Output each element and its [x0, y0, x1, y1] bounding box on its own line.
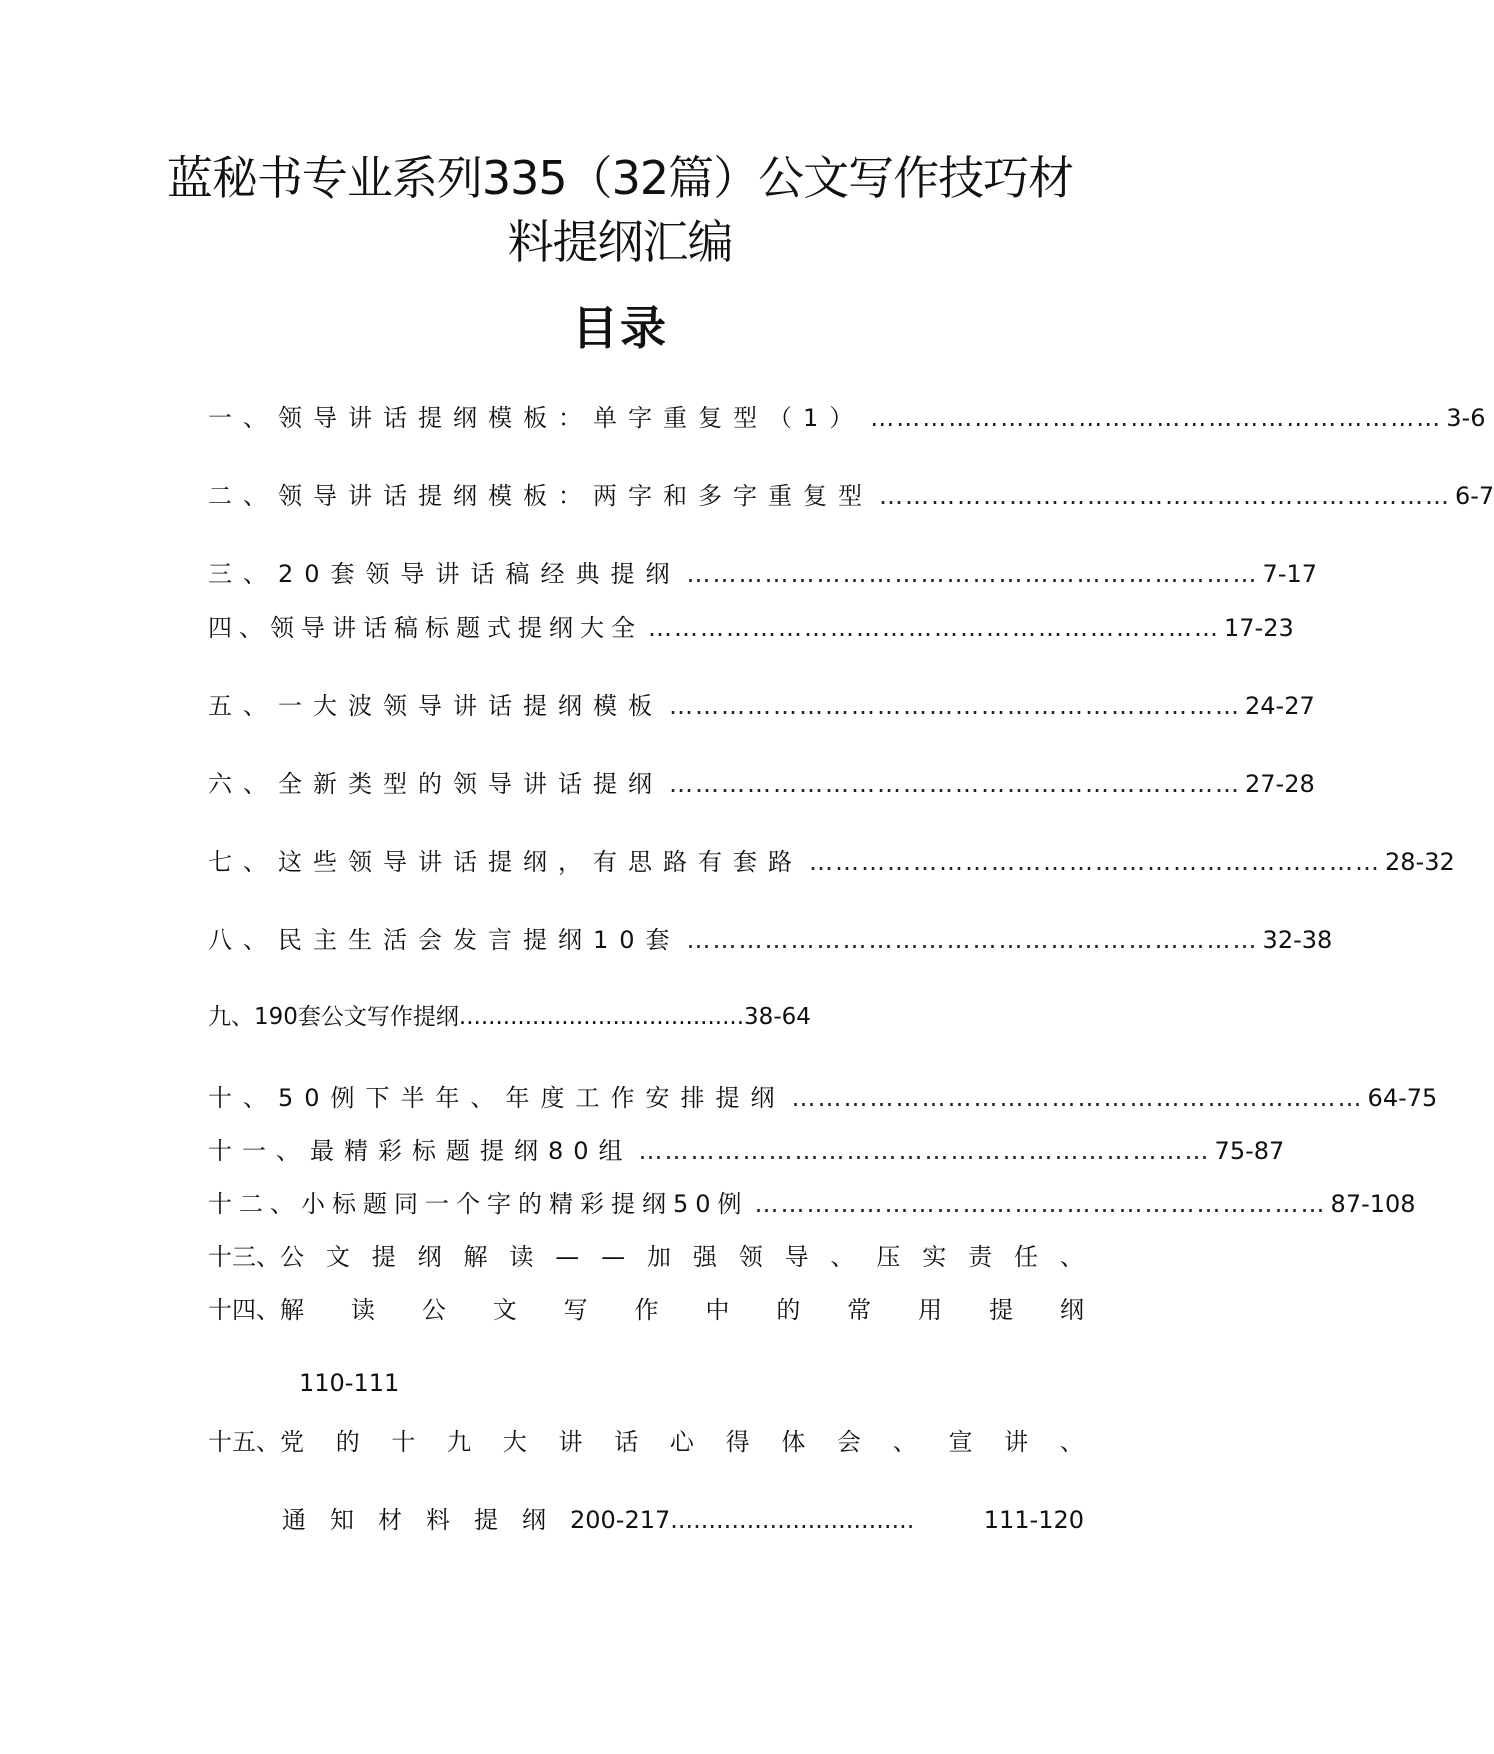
toc-entry-title: 九、190套公文写作提纲: [208, 1004, 459, 1030]
toc-entry[interactable]: [208, 1078, 1438, 1112]
toc-entry-char: 、: [1059, 1428, 1084, 1456]
toc-entry-char: 公: [421, 1296, 446, 1324]
toc-entry-title: 八、民主生活会发言提纲10套: [208, 926, 681, 954]
toc-entry-pages: 6-7: [1455, 482, 1494, 510]
toc-entry-wrapped[interactable]: [208, 1290, 1084, 1324]
toc-entry-char: 读: [350, 1296, 375, 1324]
toc-entry-char: 压: [876, 1243, 901, 1271]
toc-entry[interactable]: [208, 764, 1315, 798]
toc-entry-char: 的: [776, 1296, 801, 1324]
toc-entry[interactable]: [208, 920, 1333, 954]
toc-entry-char: 实: [922, 1243, 947, 1271]
toc-entry-char: 用: [918, 1296, 943, 1324]
toc-entry-char: 话: [614, 1428, 639, 1456]
toc-entry[interactable]: [208, 686, 1315, 720]
toc-entry-pages: 111-120: [983, 1506, 1084, 1534]
toc-entry-title: 三、20套领导讲话稿经典提纲: [208, 560, 681, 588]
toc-entry-pages: 110-111: [299, 1369, 400, 1397]
toc-entry-char: 讲: [558, 1428, 583, 1456]
toc-entry-char: 十三、公: [208, 1243, 304, 1271]
toc-entry-char: 强: [692, 1243, 717, 1271]
toc-entry-pages: 3-6: [1446, 404, 1486, 432]
toc-entry-char: 、: [830, 1243, 855, 1271]
toc-leader: …………………………………………………………: [791, 1084, 1364, 1112]
toc-entry-char: —: [555, 1243, 580, 1271]
toc-leader: …………………………………………………………: [686, 926, 1259, 954]
toc-entry-title: 一、领导讲话提纲模板：单字重复型（1）: [208, 404, 865, 432]
toc-entry-pages: 87-108: [1330, 1190, 1416, 1218]
toc-entry-char: 会: [837, 1428, 862, 1456]
toc-entry-char: 的: [335, 1428, 360, 1456]
toc-entry-pages: 7-17: [1262, 560, 1318, 588]
toc-entry-char: 解: [463, 1243, 488, 1271]
toc-entry-char: 纲: [417, 1243, 442, 1271]
toc-entry-char: 提: [989, 1296, 1014, 1324]
toc-entry-title: 四、领导讲话稿标题式提纲大全: [208, 614, 642, 642]
toc-entry[interactable]: [208, 608, 1294, 642]
toc-entry-char: 九: [447, 1428, 472, 1456]
toc-entry[interactable]: [208, 998, 811, 1031]
toc-entry-char: 导: [784, 1243, 809, 1271]
toc-entry-pages: 28-32: [1385, 848, 1455, 876]
toc-entry-title: 通 知 材 料 提 纲 200-217: [282, 1506, 671, 1534]
toc-entry-char: 作: [634, 1296, 659, 1324]
toc-entry-char: 体: [781, 1428, 806, 1456]
toc-leader: …………………………………………………………: [870, 404, 1443, 432]
toc-leader: ................................: [670, 1506, 915, 1534]
toc-entry-char: 十四、解: [208, 1296, 304, 1324]
toc-entry-char: 提: [371, 1243, 396, 1271]
toc-entry[interactable]: [208, 1131, 1285, 1165]
toc-entry-title: 十一、最精彩标题提纲80组: [208, 1137, 633, 1165]
toc-entry-title: 五、一大波领导讲话提纲模板: [208, 692, 663, 720]
toc-entry-char: 读: [509, 1243, 534, 1271]
toc-entry-title: 十二、小标题同一个字的精彩提纲50例: [208, 1190, 749, 1218]
toc-entry-wrapped[interactable]: [208, 1422, 1084, 1456]
toc-entry-char: 、: [1059, 1243, 1084, 1271]
toc-entry-title: 七、这些领导讲话提纲，有思路有套路: [208, 848, 803, 876]
toc-entry-continuation[interactable]: [282, 1500, 1084, 1534]
toc-entry-char: 中: [705, 1296, 730, 1324]
toc-entry-title: 二、领导讲话提纲模板：两字和多字重复型: [208, 482, 873, 510]
toc-entry-title: 六、全新类型的领导讲话提纲: [208, 770, 663, 798]
toc-leader: …………………………………………………………: [686, 560, 1259, 588]
toc-entry-char: 责: [968, 1243, 993, 1271]
toc-entry-title: 十、50例下半年、年度工作安排提纲: [208, 1084, 786, 1112]
toc-leader: …………………………………………………………: [648, 614, 1220, 642]
toc-entry-char: 纲: [1059, 1296, 1084, 1324]
toc-entry-char: 十五、党: [208, 1428, 304, 1456]
toc-entry-char: 宣: [948, 1428, 973, 1456]
toc-entry-pages: 75-87: [1214, 1137, 1285, 1165]
toc-entry-char: 得: [725, 1428, 750, 1456]
toc-entry-char: 、: [892, 1428, 917, 1456]
toc-entry-pages: 32-38: [1262, 926, 1333, 954]
toc-entry-char: 写: [563, 1296, 588, 1324]
toc-entry-char: 心: [669, 1428, 694, 1456]
toc-entry-char: 十: [391, 1428, 416, 1456]
toc-entry-char: —: [601, 1243, 626, 1271]
toc-leader: …………………………………………………………: [809, 848, 1381, 876]
toc-leader: …………………………………………………………: [669, 770, 1241, 798]
toc-leader: …………………………………………………………: [754, 1190, 1327, 1218]
toc-entry-char: 讲: [1004, 1428, 1029, 1456]
toc-entry-char: 加: [647, 1243, 671, 1271]
toc-entry-wrapped[interactable]: [208, 1237, 1084, 1271]
toc-entry[interactable]: [208, 1184, 1416, 1218]
toc-entry-pages: 24-27: [1245, 692, 1315, 720]
toc-leader: …………………………………………………………: [669, 692, 1241, 720]
toc-leader: …………………………………………………………: [879, 482, 1451, 510]
toc-entry-char: 任: [1014, 1243, 1038, 1271]
toc-entry-pages: 64-75: [1367, 1084, 1438, 1112]
toc-entry-char: 大: [502, 1428, 527, 1456]
toc-entry[interactable]: [208, 842, 1455, 876]
toc-entry[interactable]: [208, 554, 1318, 588]
toc-heading: 目录: [572, 301, 668, 355]
toc-leader: …………………………………………………………: [638, 1137, 1211, 1165]
toc-entry[interactable]: [208, 398, 1486, 432]
toc-entry-pages: 27-28: [1245, 770, 1315, 798]
toc-entry-pages: 17-23: [1224, 614, 1294, 642]
toc-entry[interactable]: [208, 476, 1494, 510]
toc-entry-char: 常: [847, 1296, 872, 1324]
toc-entry-char: 文: [325, 1243, 350, 1271]
toc-entry-char: 领: [738, 1243, 763, 1271]
document-title: 蓝秘书专业系列335（32篇）公文写作技巧材料提纲汇编: [166, 151, 1074, 269]
toc-entry-char: 文: [492, 1296, 517, 1324]
toc-leader: .......................................: [458, 1004, 745, 1030]
toc-entry-pages: 38-64: [744, 1004, 811, 1030]
